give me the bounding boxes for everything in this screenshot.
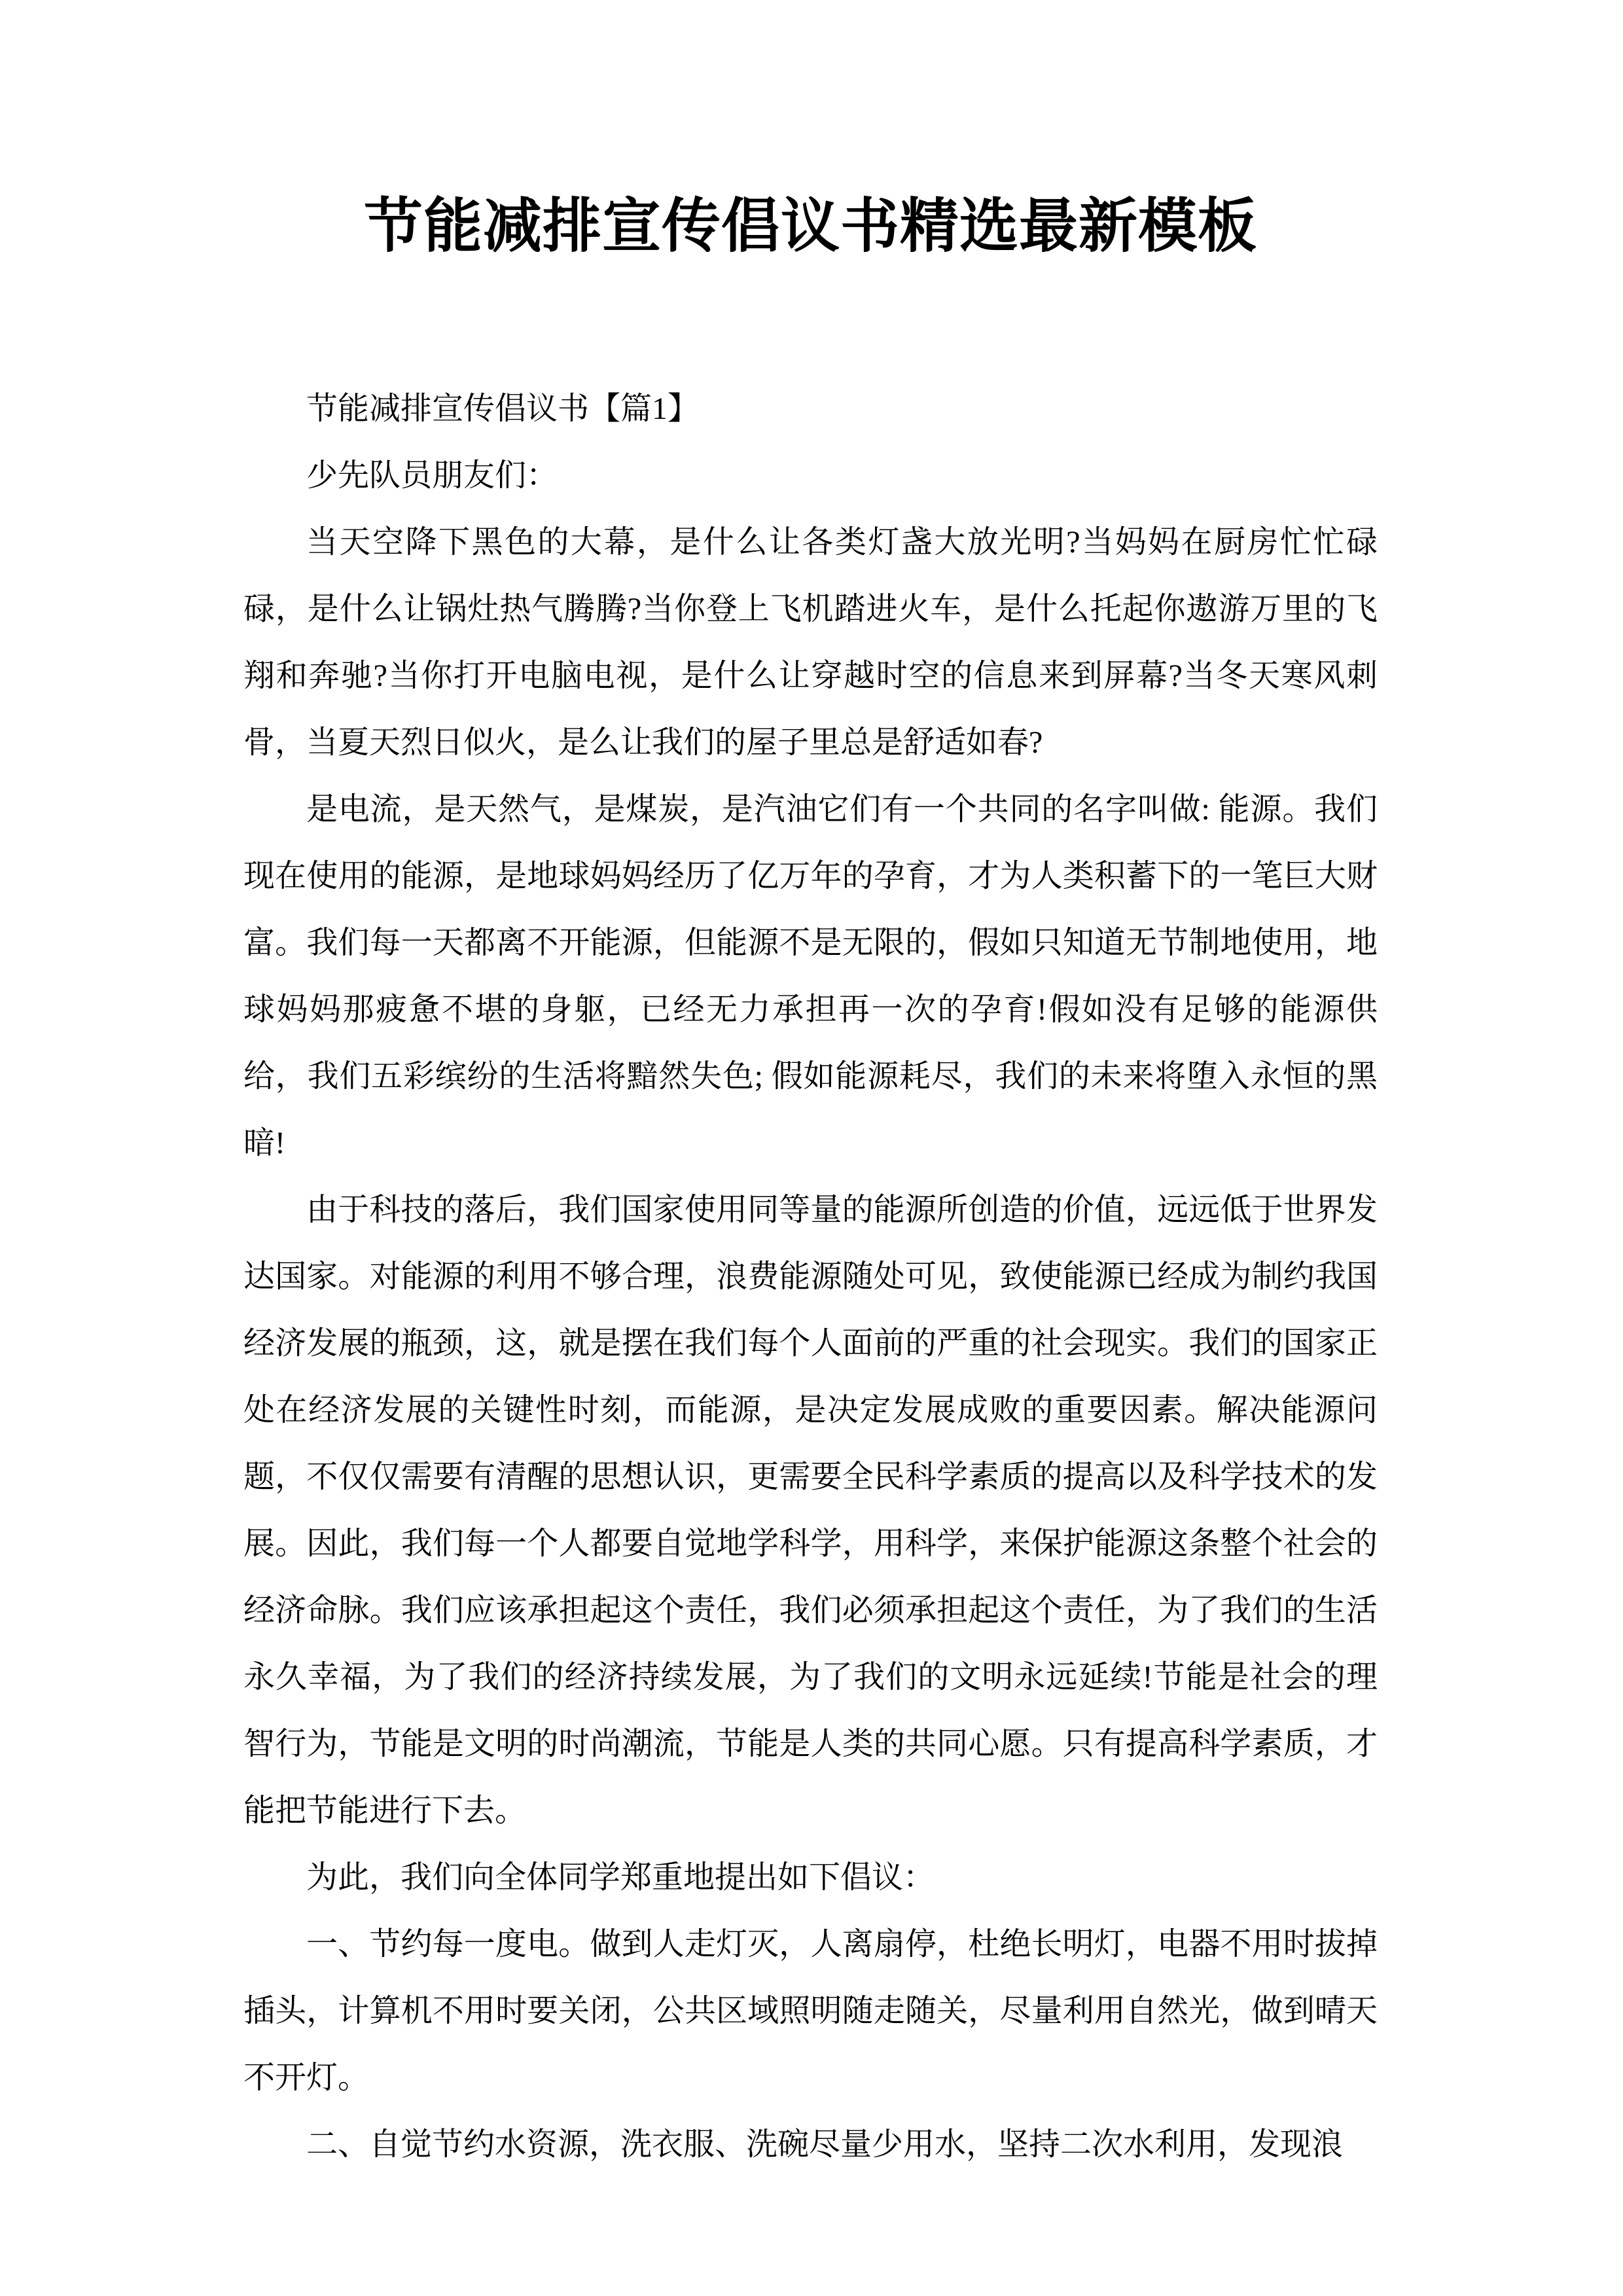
paragraph-body-1: 当天空降下黑色的大幕，是什么让各类灯盏大放光明?当妈妈在厨房忙忙碌碌，是什么让锅灶热气腾腾?当你登上飞机踏进火车，是什么托起你遨游万里的飞翔和奔驰?当你打开电脑电视，是什么让穿越时空的信息来到屏幕?当冬天寒风刺骨，当夏天烈日似火，是么让我们的屋子里总是舒适如春? xyxy=(243,525,1378,760)
paragraph-body-3: 由于科技的落后，我们国家使用同等量的能源所创造的价值，远远低于世界发达国家。对能源的利用不够合理，浪费能源随处可见，致使能源已经成为制约我国经济发展的瓶颈，这，就是摆在我们每个人面前的严重的社会现实。我们的国家正处在经济发展的关键性时刻，而能源，是决定发展成败的重要因素。解决能源问题，不仅仅需要有清醒的思想认识，更需要全民科学素质的提高以及科学技术的发展。因此，我们每一个人都要自觉地学科学，用科学，来保护能源这条整个社会的经济命脉。我们应该承担起这个责任，我们必须承担起这个责任，为了我们的生活永久幸福，为了我们的经济持续发展，为了我们的文明永远延续!节能是社会的理智行为，节能是文明的时尚潮流，节能是人类的共同心愿。只有提高科学素质，才能把节能进行下去。 xyxy=(243,1193,1378,1828)
paragraph-salutation: 少先队员朋友们： xyxy=(306,458,558,493)
paragraph-proposal-intro: 为此，我们向全体同学郑重地提出如下倡议： xyxy=(306,1860,935,1895)
paragraph-proposal-item-1: 一、节约每一度电。做到人走灯灭，人离扇停，杜绝长明灯，电器不用时拔掉插头，计算机不用时要关闭，公共区域照明随走随关，尽量利用自然光，做到晴天不开灯。 xyxy=(243,1927,1378,2095)
paragraph-proposal-item-2: 二、自觉节约水资源，洗衣服、洗碗尽量少用水，坚持二次水利用，发现浪 xyxy=(306,2127,1344,2162)
paragraph-section-heading: 节能减排宣传倡议书【篇1】 xyxy=(306,391,700,426)
paragraph-body-2: 是电流，是天然气，是煤炭，是汽油它们有一个共同的名字叫做: 能源。我们现在使用的能源，是地球妈妈经历了亿万年的孕育，才为人类积蓄下的一笔巨大财富。我们每一天都离不开能源，但能源不是无限的，假如只知道无节制地使用，地球妈妈那疲惫不堪的身躯，已经无力承担再一次的孕育!假如没有足够的能源供给，我们五彩缤纷的生活将黯然失色; 假如能源耗尽，我们的未来将堕入永恒的黑暗! xyxy=(243,792,1378,1160)
page-title: 节能减排宣传倡议书精选最新模板 xyxy=(364,194,1257,259)
document-body xyxy=(243,376,1378,2178)
